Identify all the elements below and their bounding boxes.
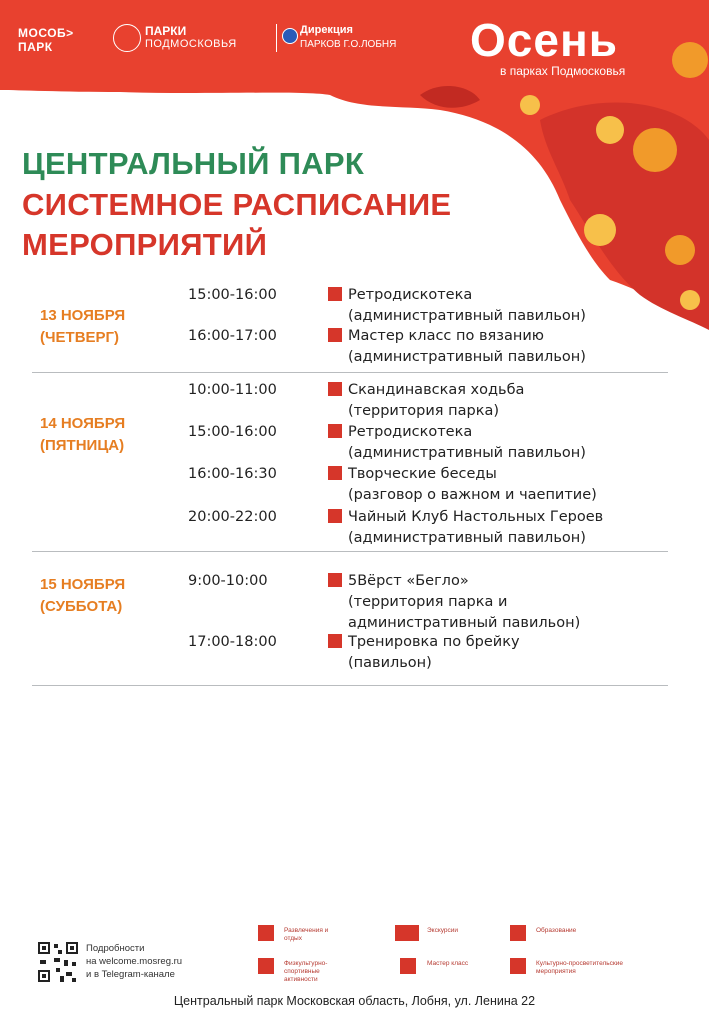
divider bbox=[32, 685, 668, 686]
legend-label: Развлечения и отдых bbox=[284, 927, 329, 942]
page-title-park: ЦЕНТРАЛЬНЫЙ ПАРК bbox=[22, 146, 365, 181]
event-place: (административный павильон) bbox=[348, 349, 586, 365]
event-name: Ретродискотека bbox=[348, 287, 473, 303]
season-logo bbox=[470, 14, 626, 78]
info-line: и в Telegram-канале bbox=[86, 969, 175, 980]
excursions-icon bbox=[395, 925, 419, 941]
event-item bbox=[328, 380, 524, 422]
event-name: Мастер класс по вязанию bbox=[348, 328, 544, 344]
event-item bbox=[328, 285, 586, 327]
sport-icon bbox=[328, 573, 342, 587]
divider bbox=[32, 551, 668, 552]
park-address: Центральный парк Московская область, Лобня, ул. Ленина 22 bbox=[173, 994, 536, 1008]
season-subtitle: в парках Подмосковья bbox=[500, 64, 626, 78]
legend-label: Экскурсии bbox=[427, 927, 459, 934]
divider bbox=[276, 24, 277, 52]
logo-text: ПАРКОВ Г.О.ЛОБНЯ bbox=[300, 39, 397, 50]
page-title-events: МЕРОПРИЯТИЙ bbox=[22, 227, 268, 262]
weekday: (СУББОТА) bbox=[40, 598, 123, 615]
logo-text: Дирекция bbox=[300, 24, 353, 36]
event-item bbox=[328, 571, 580, 634]
logo-text: МОСОБ> bbox=[18, 26, 74, 40]
event-item bbox=[328, 464, 597, 506]
event-name: Ретродискотека bbox=[348, 424, 473, 440]
date: 13 НОЯБРЯ bbox=[40, 307, 126, 324]
event-place: (территория парка и bbox=[348, 594, 508, 610]
event-place: (павильон) bbox=[348, 655, 432, 671]
legend-label: Физкультурно-спортивные активности bbox=[284, 960, 328, 983]
season-title: Осень bbox=[470, 14, 619, 66]
event-item bbox=[328, 422, 586, 464]
culture-icon bbox=[510, 958, 526, 974]
day-label-15 bbox=[40, 574, 125, 618]
emblem-icon bbox=[282, 28, 298, 44]
logo-text: ПАРК bbox=[18, 40, 53, 54]
legend-label: Мастер класс bbox=[427, 960, 469, 967]
info-line: Подробности bbox=[86, 943, 145, 954]
event-time: 10:00-11:00 bbox=[188, 382, 277, 398]
leisure-icon bbox=[258, 925, 274, 941]
event-place: (разговор о важном и чаепитие) bbox=[348, 487, 597, 503]
event-time: 20:00-22:00 bbox=[188, 509, 277, 525]
event-name: Тренировка по брейку bbox=[348, 634, 520, 650]
event-name: Творческие беседы bbox=[348, 466, 497, 482]
masterclass-icon bbox=[400, 958, 416, 974]
event-time: 15:00-16:00 bbox=[188, 424, 277, 440]
info-link[interactable]: на welcome.mosreg.ru bbox=[86, 956, 183, 967]
masterclass-icon bbox=[328, 328, 342, 342]
event-place: (административный павильон) bbox=[348, 530, 586, 546]
event-time: 16:00-16:30 bbox=[188, 466, 277, 482]
event-place: (территория парка) bbox=[348, 403, 500, 419]
leisure-icon bbox=[328, 424, 342, 438]
leisure-icon bbox=[328, 634, 342, 648]
event-name: 5Вёрст «Бегло» bbox=[348, 573, 469, 589]
weekday: (ЧЕТВЕРГ) bbox=[40, 329, 120, 346]
culture-icon bbox=[328, 466, 342, 480]
date: 15 НОЯБРЯ bbox=[40, 576, 126, 593]
event-place: административный павильон) bbox=[348, 615, 581, 631]
qr-code-icon[interactable] bbox=[36, 940, 80, 984]
education-icon bbox=[510, 925, 526, 941]
logo-text: ПАРКИ bbox=[145, 24, 187, 38]
event-time: 16:00-17:00 bbox=[188, 328, 277, 344]
event-item bbox=[328, 632, 520, 674]
day-label-13 bbox=[40, 305, 125, 349]
mosobl-park-logo bbox=[18, 26, 108, 54]
weekday: (ПЯТНИЦА) bbox=[40, 437, 125, 454]
event-time: 15:00-16:00 bbox=[188, 287, 277, 303]
leisure-icon bbox=[328, 287, 342, 301]
date: 14 НОЯБРЯ bbox=[40, 415, 126, 432]
sport-icon bbox=[258, 958, 274, 974]
more-info-text bbox=[86, 942, 182, 981]
legend-label: Образование bbox=[536, 927, 577, 934]
event-place: (административный павильон) bbox=[348, 308, 586, 324]
sport-icon bbox=[328, 382, 342, 396]
event-item bbox=[328, 326, 586, 368]
event-time: 9:00-10:00 bbox=[188, 573, 268, 589]
event-place: (административный павильон) bbox=[348, 445, 586, 461]
leisure-icon bbox=[328, 509, 342, 523]
legend-label: Культурно-просветительские мероприятия bbox=[536, 960, 623, 975]
day-label-14 bbox=[40, 413, 125, 457]
event-time: 17:00-18:00 bbox=[188, 634, 277, 650]
page-title-schedule: СИСТЕМНОЕ РАСПИСАНИЕ bbox=[22, 187, 452, 222]
event-item bbox=[328, 507, 603, 549]
leaf-icon bbox=[113, 24, 141, 52]
event-name: Чайный Клуб Настольных Героев bbox=[348, 509, 604, 525]
divider bbox=[32, 372, 668, 373]
logo-text: ПОДМОСКОВЬЯ bbox=[145, 38, 237, 50]
event-name: Скандинавская ходьба bbox=[348, 382, 525, 398]
